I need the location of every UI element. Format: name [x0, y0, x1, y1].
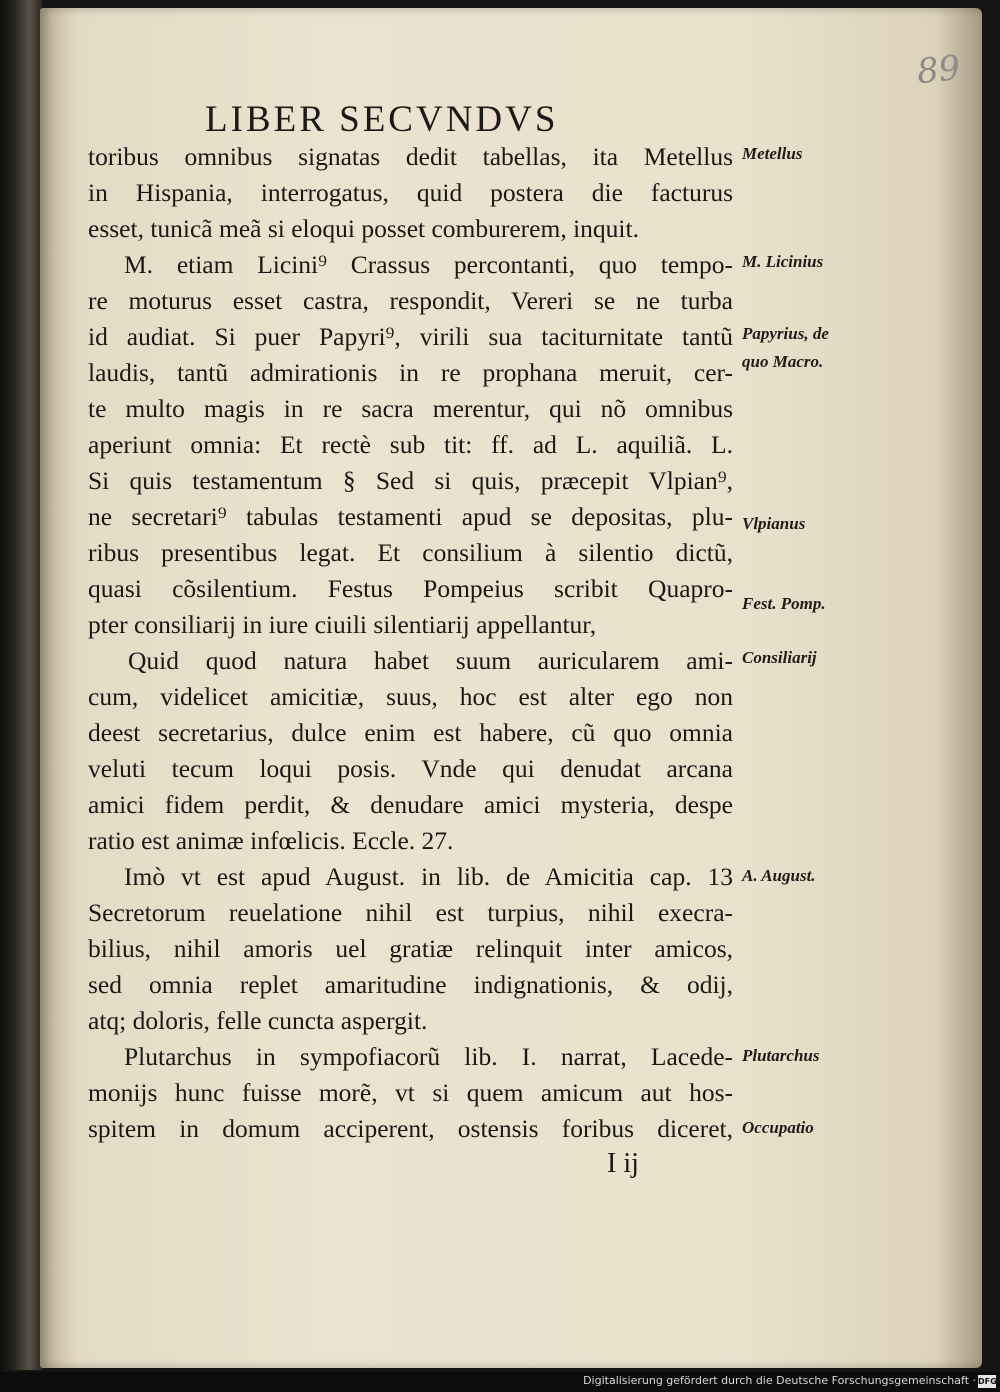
margin-note: Metellus [742, 144, 803, 163]
dfg-logo-icon: DFG [978, 1377, 997, 1386]
text-line: bilius, nihil amoris uel gratiæ relinquit inter amicos, [88, 934, 733, 963]
margin-note: Plutarchus [742, 1046, 820, 1065]
text-line: cum, videlicet amicitiæ, suus, hoc est alter ego non [88, 682, 733, 711]
text-line: M. etiam Licini⁹ Crassus percontanti, quo tempo- [124, 250, 733, 279]
text-line: ribus presentibus legat. Et consilium à silentio dictũ, [88, 538, 733, 567]
signature-mark: I ij [607, 1148, 639, 1179]
text-line: ratio est animæ infœlicis. Eccle. 27. [88, 826, 454, 855]
text-line: Plutarchus in sympofiacorũ lib. I. narrat, Lacede- [124, 1042, 733, 1071]
text-line: re moturus esset castra, respondit, Vereri se ne turba [88, 286, 733, 315]
text-line: aperiunt omnia: Et rectè sub tit: ff. ad L. aquiliã. L. [88, 430, 733, 459]
text-line: Secretorum reuelatione nihil est turpius, nihil execra- [88, 898, 733, 927]
text-line: laudis, tantũ admirationis in re prophana meruit, cer- [88, 358, 733, 387]
text-line: amici fidem perdit, & denudare amici mysteria, despe [88, 790, 733, 819]
running-head: LIBER SECVNDVS [205, 99, 559, 140]
folio-number: 89 [914, 47, 962, 93]
text-line: quasi cõsilentium. Festus Pompeius scribit Quapro- [88, 574, 733, 603]
text-line: id audiat. Si puer Papyri⁹, virili sua taciturnitate tantũ [88, 322, 733, 351]
margin-note: Vlpianus [742, 514, 806, 533]
text-line: in Hispania, interrogatus, quid postera die facturus [88, 178, 733, 207]
book-edge [0, 0, 42, 1370]
text-line: spitem in domum acciperent, ostensis foribus diceret, [88, 1114, 733, 1143]
margin-note: M. Licinius [742, 252, 824, 271]
margin-note: Consiliarij [742, 648, 817, 667]
text-line: ne secretari⁹ tabulas testamenti apud se depositas, plu- [88, 502, 733, 531]
text-line: monijs hunc fuisse morẽ, vt si quem amicum aut hos- [88, 1078, 733, 1107]
text-line: Si quis testamentum § Sed si quis, præcepit Vlpian⁹, [88, 466, 733, 495]
margin-note: Papyrius, de [742, 324, 829, 343]
text-line: pter consiliarij in iure ciuili silentiarij appellantur, [88, 610, 597, 639]
margin-note: quo Macro. [742, 352, 824, 371]
margin-note: Fest. Pomp. [742, 594, 826, 613]
text-line: te multo magis in re sacra merentur, qui nõ omnibus [88, 394, 733, 423]
text-line: Quid quod natura habet suum auricularem ami- [128, 646, 733, 675]
digitization-credit: Digitalisierung gefördert durch die Deutsche Forschungsgemeinschaft · [583, 1374, 976, 1387]
text-line: sed omnia replet amaritudine indignationis, & odij, [88, 970, 733, 999]
margin-note: Occupatio [742, 1118, 814, 1137]
margin-note: A. August. [742, 866, 816, 885]
text-line: veluti tecum loqui posis. Vnde qui denudat arcana [88, 754, 733, 783]
text-line: atq; doloris, felle cuncta aspergit. [88, 1006, 428, 1035]
text-line: toribus omnibus signatas dedit tabellas, ita Metellus [88, 142, 733, 171]
text-line: deest secretarius, dulce enim est habere, cũ quo omnia [88, 718, 733, 747]
text-line: esset, tunicã meã si eloqui posset comburerem, inquit. [88, 214, 639, 243]
text-line: Imò vt est apud August. in lib. de Amicitia cap. 13 [124, 862, 733, 891]
